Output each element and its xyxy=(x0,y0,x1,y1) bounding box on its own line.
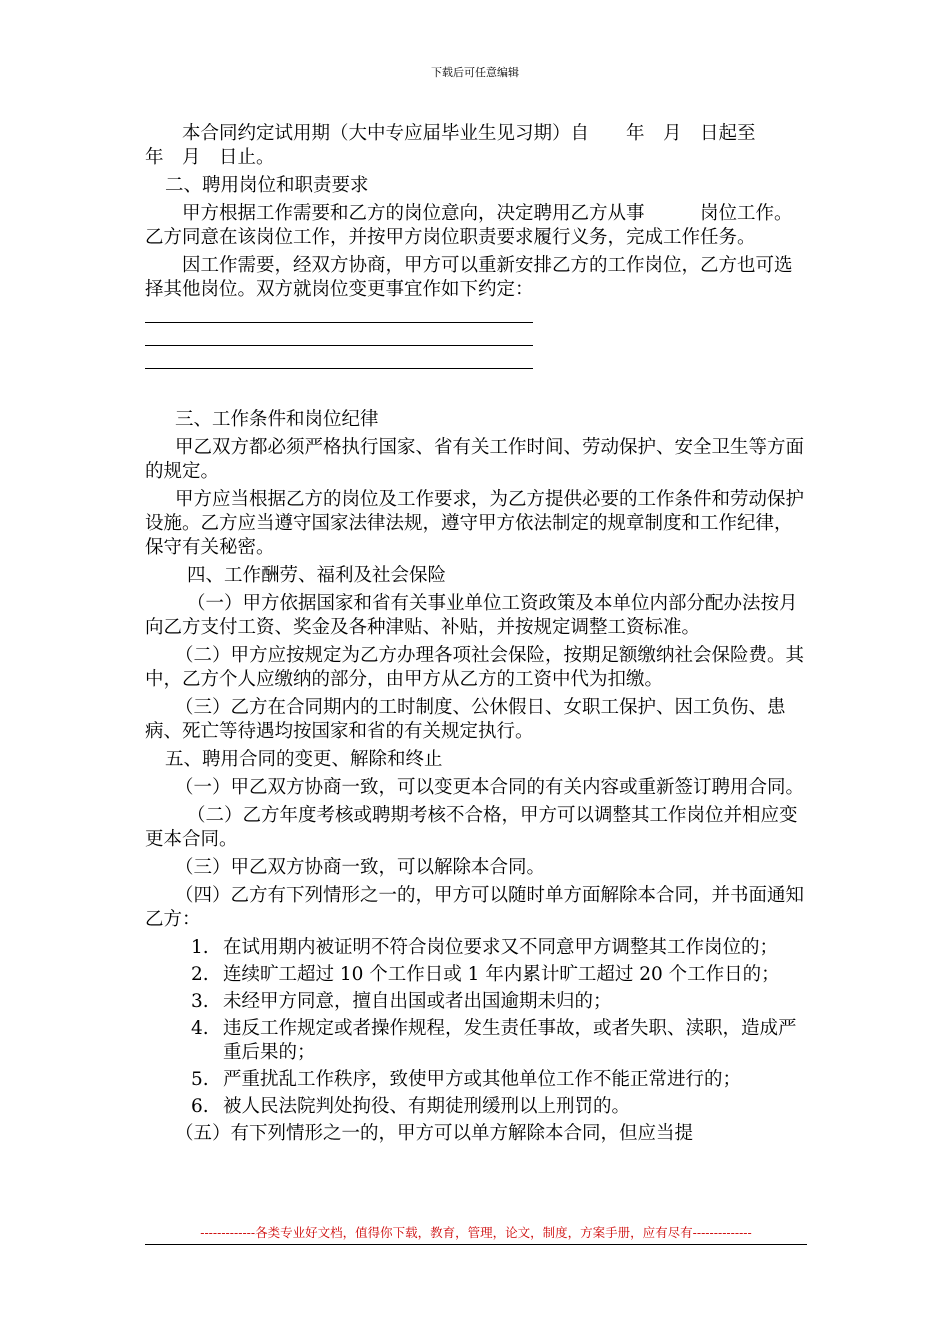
work-conditions-paragraph: 甲乙双方都必须严格执行国家、省有关工作时间、劳动保护、安全卫生等方面的规定。 xyxy=(145,437,805,482)
list-item: 1. 在试用期内被证明不符合岗位要求又不同意甲方调整其工作岗位的； xyxy=(191,937,779,958)
probation-paragraph: 本合同约定试用期（大中专应届毕业生见习期）自 年 月 日起至 年 月 日止。 xyxy=(145,123,793,168)
list-item: 6. 被人民法院判处拘役、有期徒刑缓刑以上刑罚的。 xyxy=(191,1096,631,1117)
benefits-paragraph: （三）乙方在合同期内的工时制度、公休假日、女职工保护、因工负伤、患病、死亡等待遇均按国家和省的有关规定执行。 xyxy=(145,697,786,742)
list-item: 5. 严重扰乱工作秩序，致使甲方或其他单位工作不能正常进行的； xyxy=(191,1069,742,1090)
footer-promo-text: -------------各类专业好文档，值得你下载，教育，管理，论文，制度，方案手册，应有尽有-------------- xyxy=(200,1225,752,1240)
page-header: 下载后可任意编辑 xyxy=(431,66,519,79)
blank-fill-lines xyxy=(145,322,807,408)
unilateral-termination-paragraph: （四）乙方有下列情形之一的，甲方可以随时单方面解除本合同，并书面通知乙方： xyxy=(145,885,805,930)
blank-line xyxy=(145,368,533,369)
footer-divider xyxy=(145,1244,807,1245)
assessment-paragraph: （二）乙方年度考核或聘期考核不合格，甲方可以调整其工作岗位并相应变更本合同。 xyxy=(145,805,798,850)
list-item: 4. 违反工作规定或者操作规程，发生责任事故，或者失职、渎职，造成严重后果的； xyxy=(191,1018,797,1063)
change-by-agreement-paragraph: （一）甲乙双方协商一致，可以变更本合同的有关内容或重新签订聘用合同。 xyxy=(175,777,805,798)
termination-by-agreement-paragraph: （三）甲乙双方协商一致，可以解除本合同。 xyxy=(175,857,546,878)
notice-termination-paragraph: （五）有下列情形之一的，甲方可以单方解除本合同，但应当提 xyxy=(175,1123,694,1144)
blank-line xyxy=(145,345,533,346)
document-body xyxy=(145,122,807,1150)
list-item: 3. 未经甲方同意，擅自出国或者出国逾期未归的； xyxy=(191,991,612,1012)
section-heading-5: 五、聘用合同的变更、解除和终止 xyxy=(165,749,443,770)
list-item: 2. 连续旷工超过 10 个工作日或 1 年内累计旷工超过 20 个工作日的； xyxy=(191,964,780,985)
salary-paragraph: （一）甲方依据国家和省有关事业单位工资政策及本单位内部分配办法按月向乙方支付工资、奖金及各种津贴、补贴，并按规定调整工资标准。 xyxy=(145,593,798,638)
section-heading-2: 二、聘用岗位和职责要求 xyxy=(165,175,369,196)
section-heading-4: 四、工作酬劳、福利及社会保险 xyxy=(187,565,447,586)
insurance-paragraph: （二）甲方应按规定为乙方办理各项社会保险，按期足额缴纳社会保险费。其中，乙方个人应缴纳的部分，由甲方从乙方的工资中代为扣缴。 xyxy=(145,645,805,690)
termination-conditions-list xyxy=(145,936,807,1119)
discipline-paragraph: 甲方应当根据乙方的岗位及工作要求，为乙方提供必要的工作条件和劳动保护设施。乙方应当遵守国家法律法规，遵守甲方依法制定的规章制度和工作纪律，保守有关秘密。 xyxy=(145,489,805,558)
position-paragraph: 甲方根据工作需要和乙方的岗位意向，决定聘用乙方从事 岗位工作。乙方同意在该岗位工作，并按甲方岗位职责要求履行义务，完成工作任务。 xyxy=(145,203,793,248)
position-change-paragraph: 因工作需要，经双方协商，甲方可以重新安排乙方的工作岗位，乙方也可选择其他岗位。双方就岗位变更事宜作如下约定： xyxy=(145,255,793,300)
section-heading-3: 三、工作条件和岗位纪律 xyxy=(175,409,379,430)
blank-line xyxy=(145,322,533,323)
